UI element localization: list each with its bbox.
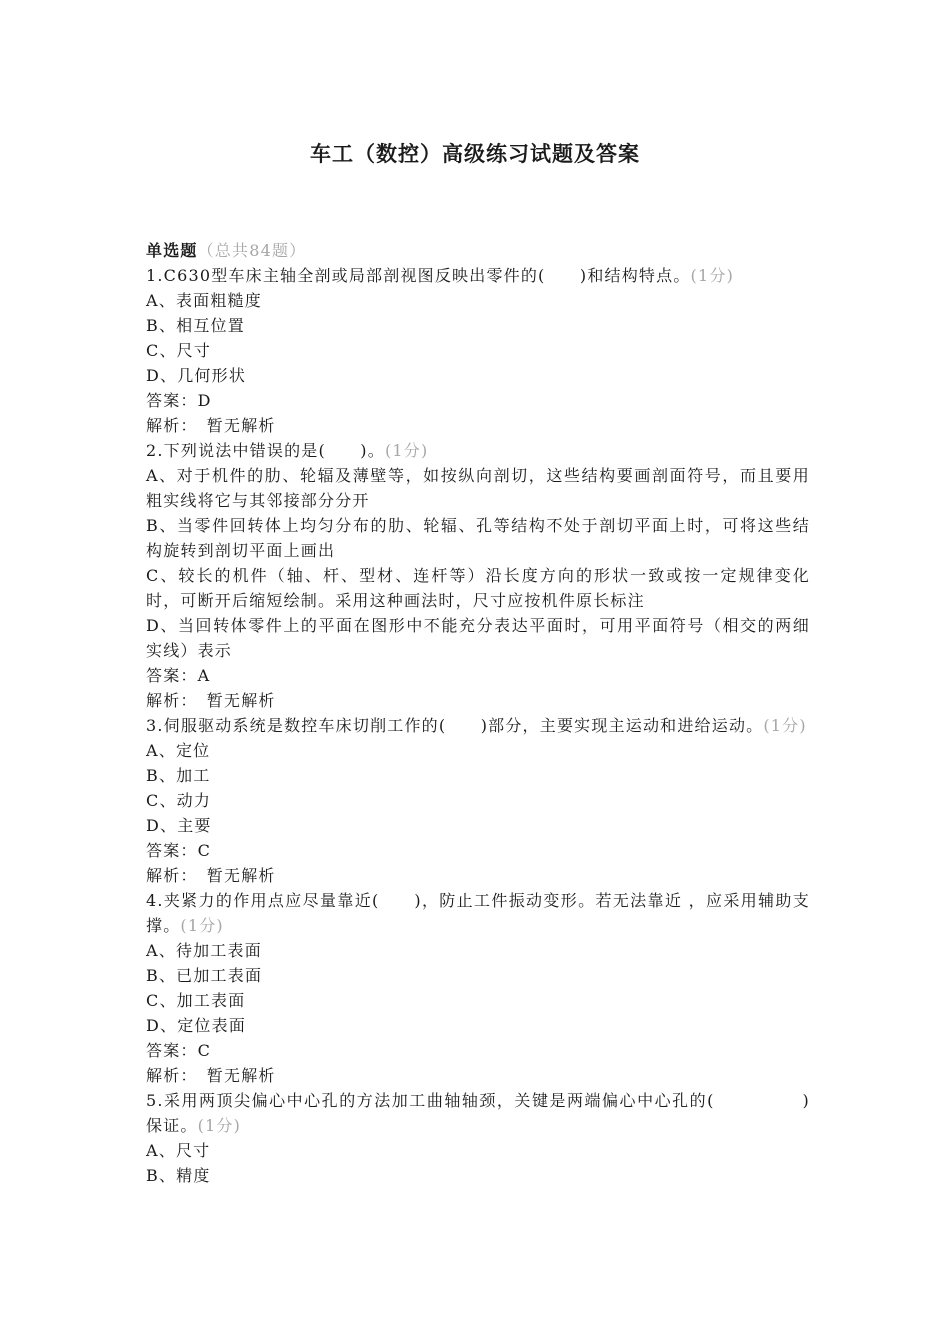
- question-score: (1分): [197, 1116, 242, 1135]
- option-d: D、主要: [146, 816, 212, 835]
- analysis: 解析： 暂无解析: [146, 416, 276, 435]
- option-a: A、待加工表面: [146, 941, 262, 960]
- option-b: B、相互位置: [146, 316, 245, 335]
- question: [146, 713, 810, 888]
- question-stem: [146, 263, 810, 288]
- question: [146, 1088, 810, 1188]
- answer: 答案：A: [146, 666, 211, 685]
- question-score: (1分): [763, 716, 807, 735]
- question-stem: [146, 713, 810, 738]
- option-d: D、几何形状: [146, 366, 247, 385]
- option-d: D、定位表面: [146, 1016, 247, 1035]
- option-a: A、定位: [146, 741, 211, 760]
- answer: 答案：C: [146, 1041, 212, 1060]
- question-stem: [146, 438, 810, 463]
- question-score: (1分): [690, 266, 735, 285]
- question-score: (1分): [384, 441, 429, 460]
- question: [146, 888, 810, 1088]
- option-b: B、精度: [146, 1166, 211, 1185]
- question: [146, 263, 810, 438]
- option-b: B、加工: [146, 766, 211, 785]
- section-name: 单选题: [146, 241, 198, 260]
- document-body: [146, 238, 810, 1188]
- question: [146, 438, 810, 713]
- option-c: C、动力: [146, 791, 212, 810]
- question-text: 5.采用两顶尖偏心中心孔的方法加工曲轴轴颈，关键是两端偏心中心孔的( )保证。: [146, 1091, 810, 1135]
- question-text: 4.夹紧力的作用点应尽量靠近( )，防止工件振动变形。若无法靠近 ，应采用辅助支撑。: [146, 891, 810, 935]
- option-d: D、当回转体零件上的平面在图形中不能充分表达平面时，可用平面符号（相交的两细实线）表示: [146, 616, 810, 660]
- option-c: C、较长的机件（轴、杆、型材、连杆等）沿长度方向的形状一致或按一定规律变化时，可断开后缩短绘制。采用这种画法时，尺寸应按机件原长标注: [146, 566, 810, 610]
- option-c: C、加工表面: [146, 991, 246, 1010]
- analysis: 解析： 暂无解析: [146, 1066, 276, 1085]
- option-a: A、尺寸: [146, 1141, 211, 1160]
- question-text: 2.下列说法中错误的是( )。: [146, 441, 385, 460]
- question-stem: [146, 1088, 810, 1138]
- document-title: 车工（数控）高级练习试题及答案: [310, 141, 640, 166]
- option-c: C、尺寸: [146, 341, 212, 360]
- analysis: 解析： 暂无解析: [146, 691, 276, 710]
- option-b: B、已加工表面: [146, 966, 263, 985]
- question-text: 3.伺服驱动系统是数控车床切削工作的( )部分，主要实现主运动和进给运动。: [146, 716, 764, 735]
- section-heading: [146, 238, 810, 263]
- question-score: (1分): [180, 916, 224, 935]
- analysis: 解析： 暂无解析: [146, 866, 276, 885]
- option-b: B、当零件回转体上均匀分布的肋、轮辐、孔等结构不处于剖切平面上时，可将这些结构旋转到剖切平面上画出: [146, 516, 810, 560]
- answer: 答案：C: [146, 841, 212, 860]
- question-text: 1.C630型车床主轴全剖或局部剖视图反映出零件的( )和结构特点。: [146, 266, 691, 285]
- option-a: A、表面粗糙度: [146, 291, 262, 310]
- question-stem: [146, 888, 810, 938]
- answer: 答案：D: [146, 391, 212, 410]
- option-a: A、对于机件的肋、轮辐及薄壁等，如按纵向剖切，这些结构要画剖面符号，而且要用粗实线将它与其邻接部分分开: [146, 466, 810, 510]
- section-count: （总共84题）: [197, 241, 307, 260]
